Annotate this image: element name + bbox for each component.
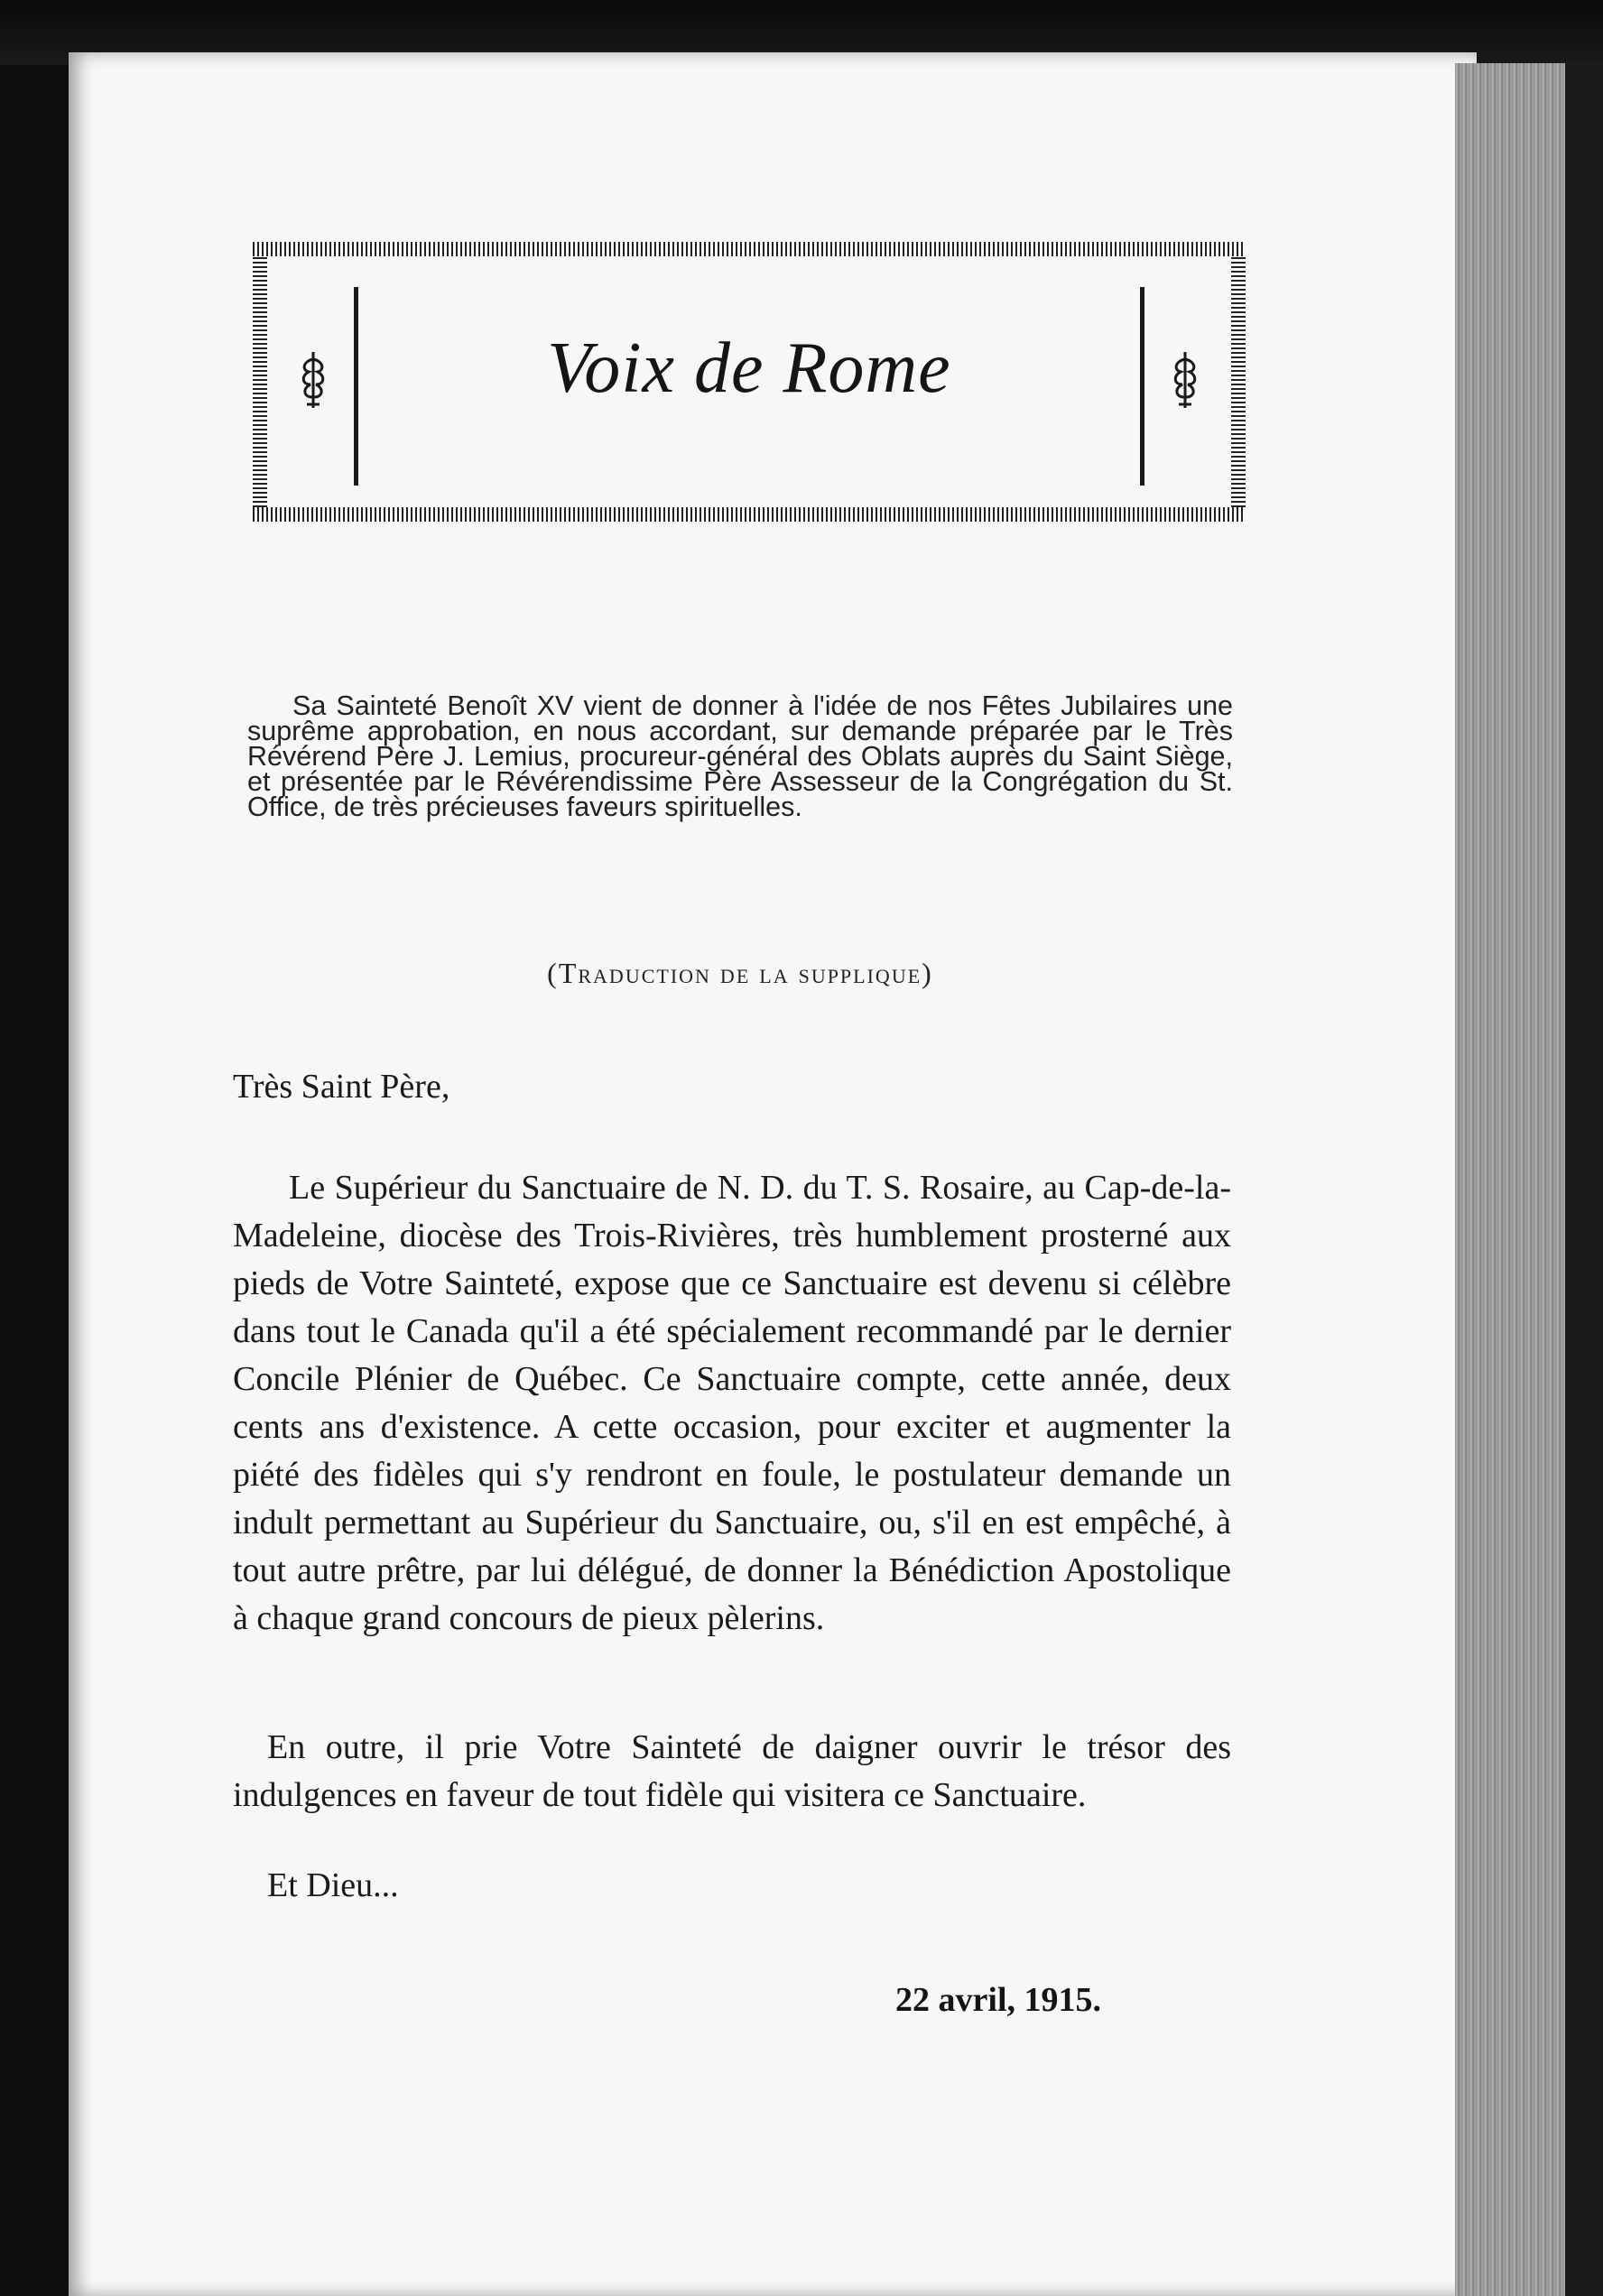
book-cover-edge [1565, 63, 1603, 2296]
letter-paragraph: En outre, il prie Votre Sainteté de daigner ouvrir le trésor des indulgences en faveur de tout fidèle qui visitera ce Sanctuaire. [233, 1728, 1231, 1814]
fleuron-icon [1163, 348, 1208, 412]
title-frame [253, 242, 1246, 522]
intro-paragraph: Sa Sainteté Benoît XV vient de donner à l'idée de nos Fêtes Jubilaires une suprême approbation, en nous accordant, sur demande préparée par le Très Révérend Père J. Lemius, procureur-général des Oblats auprès du Saint Siège, et présentée par le Révérendissime Père Assesseur de la Congrégation du St. Office, de très précieuses faveurs spirituelles. [247, 690, 1233, 822]
fleuron-icon [291, 348, 336, 412]
frame-border-left [253, 256, 267, 507]
frame-border-bottom [253, 507, 1246, 522]
salutation: Très Saint Père, [233, 1068, 450, 1106]
translation-caption: (Traduction de la supplique) [547, 957, 933, 989]
closing-line: Et Dieu... [267, 1866, 399, 1904]
page-edges [1455, 63, 1565, 2296]
frame-rule-right [1140, 287, 1144, 486]
letter-date: 22 avril, 1915. [895, 1981, 1101, 2019]
page-title: Voix de Rome [547, 329, 951, 408]
frame-border-top [253, 242, 1246, 256]
frame-border-right [1231, 256, 1246, 507]
letter-paragraph: Le Supérieur du Sanctuaire de N. D. du T. S. Rosaire, au Cap-de-la-Madeleine, diocèse des Trois-Rivières, très humblement prosterné aux pieds de Votre Sainteté, expose que ce Sanctuaire est devenu si célèbre dans tout le Canada qu'il a été spécialement recommandé par le dernier Concile Plénier de Québec. Ce Sanctuaire compte, cette année, deux cents ans d'existence. A cette occasion, pour exciter et augmenter la piété des fidèles qui s'y rendront en foule, le postulateur demande un indult permettant au Supérieur du Sanctuaire, ou, s'il en est empêché, à tout autre prêtre, par lui délégué, de donner la Bénédiction Apostolique à chaque grand concours de pieux pèlerins. [233, 1169, 1231, 1637]
frame-rule-left [354, 287, 358, 486]
